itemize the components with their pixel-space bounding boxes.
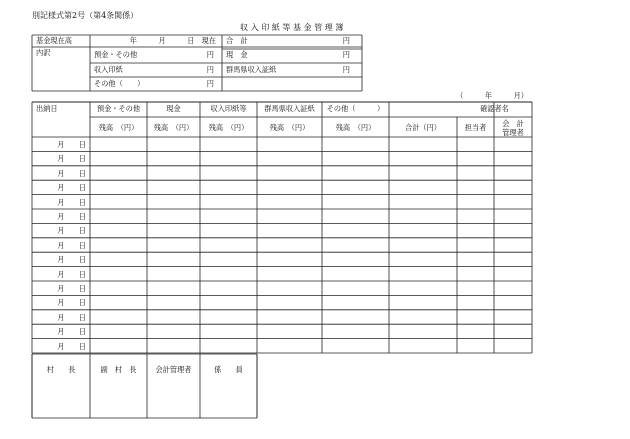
approval-2: 会計管理者: [155, 365, 192, 374]
row-date: 月 日: [57, 140, 86, 149]
col-header-1: 現金: [166, 104, 181, 113]
breakdown-item-2: その他（ ）: [94, 79, 145, 88]
yen-unit: 円: [206, 79, 214, 88]
row-date: 月 日: [57, 183, 86, 193]
row-date: 月 日: [57, 341, 86, 351]
balance-date: 年 月 日 現在: [129, 36, 216, 45]
row-date: 月 日: [57, 269, 86, 279]
row-date: 月 日: [57, 327, 86, 337]
yen-unit: 円: [206, 50, 214, 59]
balance-subheader: 残高 （円）: [98, 123, 139, 132]
balance-label: 基金現在高: [36, 36, 72, 45]
total-header: 合計（円）: [405, 123, 441, 132]
row-date: 月 日: [57, 168, 86, 178]
balance-subheader: 残高 （円）: [153, 123, 194, 132]
row-date: 月 日: [57, 298, 86, 308]
yen-unit: 円: [342, 36, 350, 45]
confirm-header: 確認者名: [480, 104, 509, 113]
balance-subheader: 残高 （円）: [269, 123, 310, 132]
row-date: 月 日: [57, 154, 86, 164]
row-date: 月 日: [57, 226, 86, 236]
approval-3: 係 員: [214, 365, 243, 374]
balance-subheader: 残高 （円）: [335, 123, 376, 132]
breakdown-item-right-1: 群馬県収入証紙: [226, 65, 277, 74]
approval-1: 副 村 長: [100, 365, 137, 374]
row-date: 月 日: [57, 197, 86, 207]
row-date: 月 日: [57, 284, 86, 293]
page-title: 収入印紙等基金管理簿: [240, 23, 346, 32]
accountant-header: 会 計 管理者: [502, 119, 524, 137]
form-label: 別記様式第2号（第4条関係）: [32, 11, 139, 20]
row-date: 月 日: [57, 212, 86, 221]
row-date: 月 日: [57, 255, 86, 265]
period-label: （ 年 月）: [456, 91, 528, 100]
yen-unit: 円: [206, 65, 214, 74]
breakdown-item-1: 収入印紙: [94, 65, 123, 74]
breakdown-item-right-0: 現 金: [226, 50, 248, 59]
col-header-4: その他（ ）: [326, 104, 385, 113]
row-date: 月 日: [57, 312, 86, 322]
date-header: 出納日: [36, 104, 58, 113]
yen-unit: 円: [342, 65, 350, 74]
row-date: 月 日: [57, 240, 86, 250]
col-header-3: 群馬県収入証紙: [264, 104, 315, 113]
balance-subheader: 残高 （円）: [208, 123, 249, 132]
total-label: 合 計: [226, 36, 248, 45]
col-header-2: 収入印紙等: [210, 104, 247, 113]
breakdown-label: 内訳: [36, 48, 51, 57]
breakdown-item-0: 預金・その他: [94, 50, 138, 59]
yen-unit: 円: [342, 50, 350, 59]
col-header-0: 預金・その他: [96, 104, 141, 113]
approval-0: 村 長: [46, 365, 76, 374]
staff-header: 担当者: [464, 123, 487, 132]
